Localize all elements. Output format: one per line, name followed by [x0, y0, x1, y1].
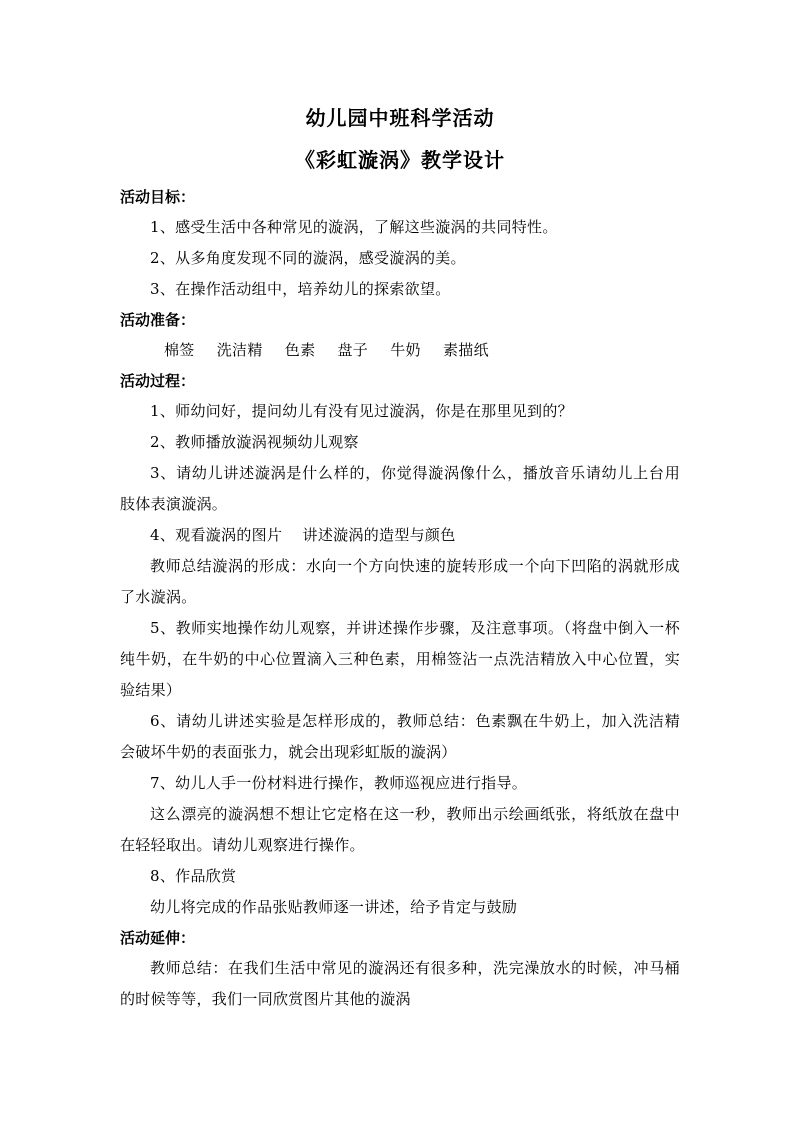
- section-preparation: [120, 305, 680, 366]
- process-item: 5、教师实地操作幼儿观察，并讲述操作步骤，及注意事项。（将盘中倒入一杯纯牛奶，在牛奶的中心位置滴入三种色素，用棉签沾一点洗洁精放入中心位置，实验结果）: [120, 619, 680, 699]
- document-page: [120, 100, 680, 1015]
- materials-list: 棉签 洗洁精 色素 盘子 牛奶 素描纸: [164, 341, 489, 359]
- process-item: 3、请幼儿讲述漩涡是什么样的，你觉得漩涡像什么，播放音乐请幼儿上台用肢体表演漩涡。: [120, 464, 680, 513]
- extension-item: 教师总结：在我们生活中常见的漩涡还有很多种，洗完澡放水的时候，冲马桶的时候等等，我们一同欣赏图片其他的漩涡: [120, 959, 680, 1008]
- goal-item: 3、在操作活动组中，培养幼儿的探索欲望。: [150, 280, 451, 298]
- process-item: 7、幼儿人手一份材料进行操作，教师巡视应进行指导。: [150, 774, 528, 792]
- process-item: 教师总结漩涡的形成：水向一个方向快速的旋转形成一个向下凹陷的涡就形成了水漩涡。: [120, 557, 680, 606]
- process-item: 1、师幼问好，提问幼儿有没有见过漩涡，你是在那里见到的？: [150, 402, 573, 420]
- document-title: 幼儿园中班科学活动: [305, 106, 495, 130]
- process-item: 4、观看漩涡的图片 讲述漩涡的造型与颜色: [150, 526, 456, 544]
- section-extension: [120, 923, 680, 1015]
- section-heading-goals: 活动目标：: [120, 188, 196, 206]
- section-goals: [120, 182, 680, 305]
- goal-item: 1、感受生活中各种常见的漩涡，了解这些漩涡的共同特性。: [150, 218, 558, 236]
- document-subtitle: 《彩虹漩涡》教学设计: [295, 148, 505, 172]
- process-item: 这么漂亮的漩涡想不想让它定格在这一秒，教师出示绘画纸张，将纸放在盘中在轻轻取出。请幼儿观察进行操作。: [120, 805, 680, 854]
- goal-item: 2、从多角度发现不同的漩涡，感受漩涡的美。: [150, 249, 466, 267]
- process-item: 6、请幼儿讲述实验是怎样形成的，教师总结：色素飘在牛奶上，加入洗洁精会破坏牛奶的表面张力，就会出现彩虹版的漩涡）: [120, 712, 680, 761]
- section-heading-process: 活动过程：: [120, 372, 196, 390]
- section-heading-extension: 活动延伸：: [120, 929, 196, 947]
- process-item: 8、作品欣赏: [150, 867, 237, 885]
- section-heading-preparation: 活动准备：: [120, 311, 196, 329]
- process-item: 2、教师播放漩涡视频幼儿观察: [150, 433, 359, 451]
- section-process: [120, 366, 680, 923]
- process-item: 幼儿将完成的作品张贴教师逐一讲述，给予肯定与鼓励: [150, 898, 518, 916]
